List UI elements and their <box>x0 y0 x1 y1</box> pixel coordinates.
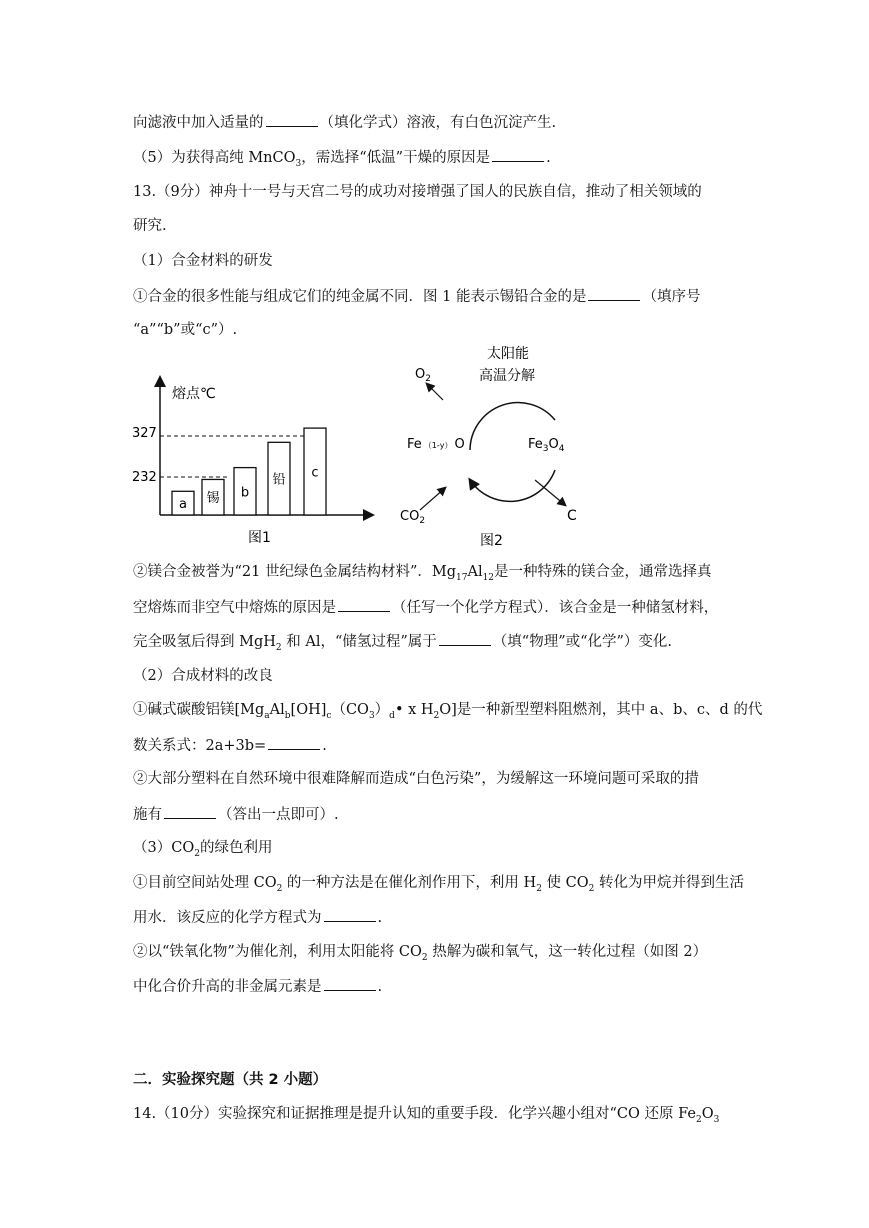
text-line-1: 向滤液中加入适量的 （填化学式）溶液，有白色沉淀产生. <box>133 112 556 133</box>
text-line-14: ②大部分塑料在自然环境中很难降解而造成“白色污染”，为缓解这一环境问题可采取的措 <box>133 771 699 787</box>
fe3o4-label: $Fe_3O_4$ <box>528 437 565 454</box>
text-line-6: ①合金的很多性能与组成它们的纯金属不同．图 1 能表示锡铅合金的是 （填序号 <box>133 286 700 307</box>
high-temp-decomposition-label: 高温分解 <box>479 368 535 384</box>
bar-label-3: 铅 <box>272 472 286 488</box>
co2-label: $CO_2$ <box>400 509 426 526</box>
subheading-alloy: （1）合金材料的研发 <box>133 253 273 269</box>
text-line-15: 施有 （答出一点即可）. <box>133 804 339 825</box>
text-line-7: “a”“b”或“c”）. <box>133 322 238 338</box>
question-14-stem: 14.（10分）实验探究和证据推理是提升认知的重要手段．化学兴趣小组对“CO 还原 $Fe_2O_3$ <box>133 1106 720 1125</box>
text-line-10: 完全吸氢后得到 MgH$_2$ 和 Al，“储氢过程”属于 （填“物理”或“化学”）变化. <box>133 631 672 658</box>
bar-label-1: 锡 <box>206 491 220 507</box>
answer-blank[interactable] <box>588 286 640 301</box>
figure-2-caption: 图2 <box>480 533 503 549</box>
answer-blank[interactable] <box>324 976 376 991</box>
tick-327: 327 <box>132 426 157 441</box>
answer-blank[interactable] <box>268 735 320 750</box>
answer-blank[interactable] <box>164 804 216 819</box>
answer-blank[interactable] <box>324 907 376 922</box>
text-line-9: 空熔炼而非空气中熔炼的原因是 （任写一个化学方程式）．该合金是一种储氢材料， <box>133 597 718 618</box>
fe-1-y-o-label: Fe （1-y） O <box>407 437 465 452</box>
answer-blank[interactable] <box>338 597 390 612</box>
figure-1-caption: 图1 <box>248 530 271 546</box>
subheading-co2: $(3)CO_2$的绿色利用 <box>133 840 273 859</box>
text-line-4: 研究. <box>133 218 167 234</box>
section-heading: 二．实验探究题（共 2 小题） <box>133 1072 328 1088</box>
text-line-19: ②以“铁氧化物”为催化剂，利用太阳能将 $CO_2$ 热解为碳和氧气，这一转化过程（如图 2） <box>133 944 708 963</box>
text-line-17: ①目前空间站处理 $CO_2$ 的一种方法是在催化剂作用下，利用 $H_2$ 使 $CO_2$ 转化为甲烷并得到生活 <box>133 875 744 894</box>
o2-label: $O_2$ <box>415 367 431 384</box>
bar-label-0: a <box>179 497 187 513</box>
y-axis-label: 熔点℃ <box>172 386 216 402</box>
text-line-8: ②镁合金被誉为“21 世纪绿色金属结构材料”．$Mg_{17}Al_{12}$是一种特殊的镁合金，通常选择真 <box>133 564 712 583</box>
subheading-synthetic: （2）合成材料的改良 <box>133 668 273 684</box>
text-line-13: 数关系式：2a+3b= . <box>133 735 327 756</box>
carbon-label: C <box>567 508 577 524</box>
text-line-20: 中化合价升高的非金属元素是 . <box>133 976 382 997</box>
bar-label-2: b <box>240 485 250 501</box>
figure-1-chart <box>130 370 380 550</box>
question-13-stem: 13.（9分）神舟十一号与天宫二号的成功对接增强了国人的民族自信，推动了相关领域的 <box>133 184 702 200</box>
bar-label-4: c <box>311 465 319 481</box>
text-line-12: ①碱式碳酸铝镁[$Mg_aAl_b[OH]_c(CO_3)_d•$ x $H_2O$]是一种新型塑料阻燃剂，其中 a、b、c、d 的代 <box>133 702 763 721</box>
tick-232: 232 <box>132 470 157 485</box>
answer-blank[interactable] <box>439 631 491 646</box>
text-line-2: （5）为获得高纯 MnCO$_3$，需选择“低温”干燥的原因是 . <box>133 147 551 174</box>
text-line-18: 用水．该反应的化学方程式为 . <box>133 907 382 928</box>
solar-energy-label: 太阳能 <box>487 346 529 362</box>
answer-blank[interactable] <box>492 147 544 162</box>
answer-blank[interactable] <box>266 112 318 127</box>
figure-2-diagram <box>395 340 595 555</box>
